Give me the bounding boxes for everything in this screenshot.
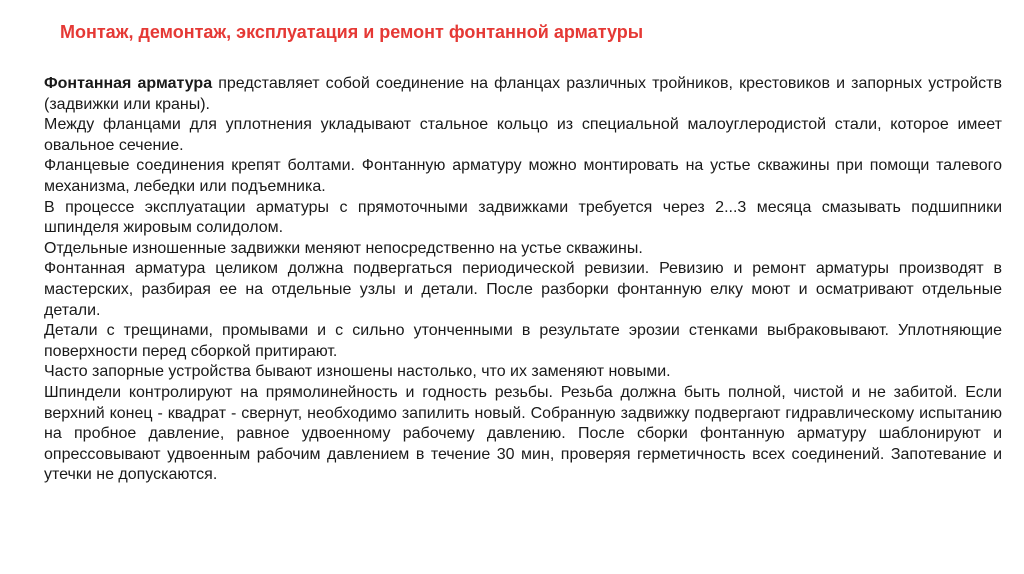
paragraph-6: Фонтанная арматура целиком должна подвергаться периодической ревизии. Ревизию и ремонт арматуры производят в мастерских, разбирая ее на отдельные узлы и детали. После разборки фонтанную елку моют и осматривают отдельные детали. (44, 260, 1002, 319)
paragraph-3: Фланцевые соединения крепят болтами. Фонтанную арматуру можно монтировать на устье скважины при помощи талевого механизма, лебедки или подъемника. (44, 157, 1002, 195)
paragraph-1-lead: Фонтанная арматура (44, 75, 213, 92)
paragraph-5: Отдельные изношенные задвижки меняют непосредственно на устье скважины. (44, 239, 643, 257)
paragraph-7: Детали с трещинами, промывами и с сильно утонченными в результате эрозии стенками выбраковывают. Уплотняющие поверхности перед сборкой притирают. (44, 322, 1002, 360)
paragraph-1-text: представляет собой соединение на фланцах различных тройников, крестовиков и запорных устройств (задвижки или краны). (44, 75, 1002, 113)
paragraph-2: Между фланцами для уплотнения укладывают стальное кольцо из специальной малоуглеродистой стали, которое имеет овальное сечение. (44, 116, 1002, 154)
slide-body (44, 74, 1002, 486)
paragraph-8: Часто запорные устройства бывают изношены настолько, что их заменяют новыми. (44, 363, 671, 381)
paragraph-1 (44, 74, 1002, 115)
paragraph-9: Шпиндели контролируют на прямолинейность и годность резьбы. Резьба должна быть полной, чистой и не забитой. Если верхний конец - квадрат - свернут, необходимо запилить новый. Собранную задвижку подвергают гидравлическому испытанию на пробное давление, равное удвоенному рабочему давлению. После сборки фонтанную арматуру шаблонируют и опрессовывают удвоенным рабочим давлением в течение 30 мин, проверяя герметичность всех соединений. Запотевание и утечки не допускаются. (44, 383, 1002, 484)
paragraph-4: В процессе эксплуатации арматуры с прямоточными задвижками требуется через 2...3 месяца смазывать подшипники шпинделя жировым солидолом. (44, 198, 1002, 237)
slide-title: Монтаж, демонтаж, эксплуатация и ремонт фонтанной арматуры (60, 22, 644, 42)
